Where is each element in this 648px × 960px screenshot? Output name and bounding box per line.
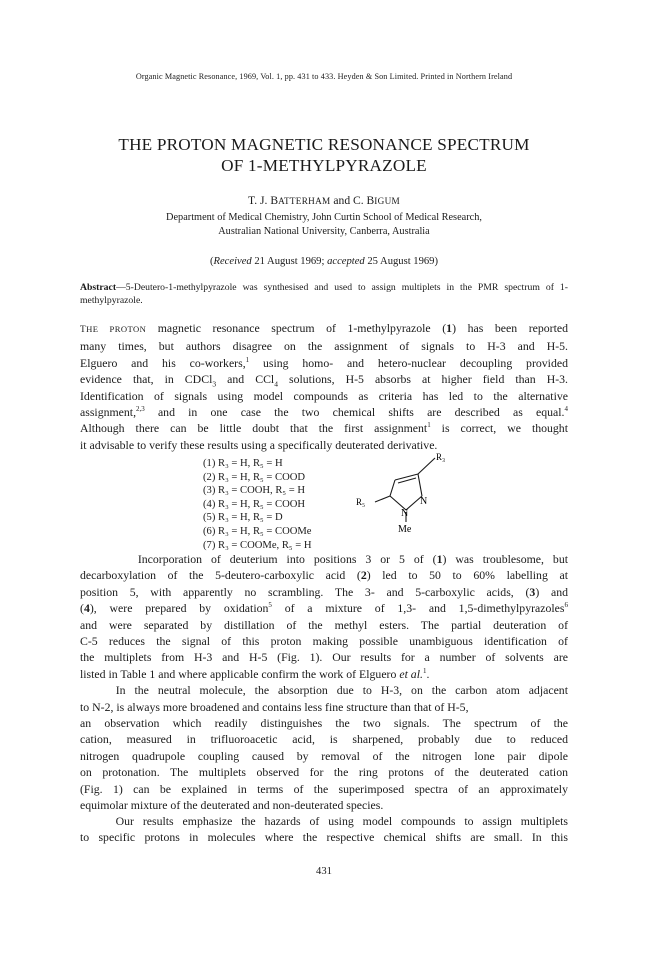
- body-line: Incorporation of deuterium into positions 3 or 5 of (1) was troublesome, but: [102, 552, 568, 566]
- body-line: THE PROTON magnetic resonance spectrum of 1-methylpyrazole (1) has been reported: [80, 321, 568, 335]
- page-number: 431: [316, 866, 332, 877]
- compound-entry: (5) R₃ = H, R₅ = D: [203, 512, 283, 524]
- body-line: Identification of signals using model compounds as criteria has led to the alternative: [80, 388, 568, 403]
- received-dates: [0, 256, 648, 267]
- body-line: (4), were prepared by oxidation$^5$ of a mixture of 1,3- and 1,5-dimethylpyrazoles$^6$: [80, 601, 569, 616]
- body-line: it advisable to verify these results using a specifically deuterated derivative.: [80, 437, 438, 452]
- n2-label: N: [420, 496, 428, 507]
- body-line: In the neutral molecule, the absorption due to H-3, on the carbon atom adjacent: [80, 683, 568, 698]
- bond: [395, 474, 418, 480]
- body-line: assignment,$^{2,3}$ and in one case the two chemical shifts are described as equal.$^4$: [80, 405, 568, 420]
- received-paren: (: [209, 256, 214, 267]
- compound-entry: (2) R₃ = H, R₅ = COOD: [203, 471, 306, 483]
- methyl-label: Me: [398, 524, 412, 535]
- bond: [418, 458, 435, 474]
- body-line: to specific protons in molecules where the respective chemical shifts are small. In this: [80, 830, 568, 845]
- compound-entry: (6) R₃ = H, R₅ = COOMe: [203, 525, 312, 537]
- affiliation: [0, 211, 648, 239]
- journal-header: Organic Magnetic Resonance, 1969, Vol. 1, pp. 431 to 433. Heyden & Son Limited. Printed in Northern Ireland: [135, 72, 513, 81]
- body-line: evidence that, in CDCl$_3$ and CCl$_4$ solutions, H-5 absorbs at higher field than H-3.: [80, 372, 568, 389]
- compound-entry: (3) R₃ = COOH, R₅ = H: [203, 485, 306, 497]
- body-line: nitrogen quadrupole coupling caused by removal of the nitrogen lone pair dipole: [80, 748, 568, 763]
- body-paragraph: [80, 320, 568, 453]
- accepted-label: accepted: [327, 256, 365, 267]
- body-paragraph: [80, 813, 568, 846]
- body-line: Although there can be little doubt that the first assignment$^1$ is correct, we thought: [80, 421, 568, 436]
- received-date: 21 August 1969;: [251, 256, 328, 267]
- compound-list: [203, 457, 312, 552]
- body-paragraph: [80, 715, 568, 813]
- bond: [390, 480, 395, 496]
- author-smallcaps: ATTERHAM: [278, 196, 331, 206]
- received-label: Received: [213, 256, 252, 267]
- abstract: [80, 281, 568, 307]
- accepted-date: 25 August 1969): [364, 256, 439, 267]
- body-line: to N-2, is always more broadened and contains less fine structure than that of H-5,: [80, 699, 469, 714]
- bond: [418, 474, 422, 496]
- title-line: OF 1-METHYLPYRAZOLE: [221, 156, 427, 175]
- title-line: THE PROTON MAGNETIC RESONANCE SPECTRUM: [118, 135, 530, 154]
- body-line: decarboxylation of the 5-deutero-carboxylic acid (2) led to 50 to 60% labelling at: [80, 568, 568, 583]
- body-line: the multiplets from H-3 and H-5 (Fig. 1). Our results for a number of solvents are: [80, 650, 568, 665]
- author-text: and C. B: [330, 194, 375, 207]
- body-line: cation, measured in trifluoroacetic acid, is sharpened, probably due to reduced: [80, 732, 568, 747]
- body-line: equimolar mixture of the deuterated and non-deuterated species.: [80, 798, 384, 813]
- body-line: on protonation. The multiplets observed for the ring protons of the deuterated cation: [80, 765, 568, 780]
- body-line: Our results emphasize the hazards of using model compounds to assign multiplets: [80, 814, 568, 828]
- n1-label: N: [401, 508, 409, 519]
- body-line: many times, but authors disagree on the assignment of signals to H-3 and H-5.: [80, 339, 568, 354]
- abstract-label: Abstract: [80, 282, 117, 293]
- body-line: (Fig. 1) can be explained in terms of the superimposed spectra of an approximately: [80, 781, 568, 796]
- paper-title: [0, 134, 648, 176]
- author-text: T. J. B: [248, 194, 279, 207]
- affiliation-line: Department of Medical Chemistry, John Curtin School of Medical Research,: [166, 212, 482, 223]
- body-line: C-5 reduces the signal of this proton making possible unambiguous identification of: [80, 634, 568, 649]
- compound-entry: (4) R₃ = H, R₅ = COOH: [203, 498, 306, 510]
- body-line: listed in Table 1 and where applicable confirm the work of Elguero et al.$^1$.: [80, 666, 430, 681]
- r3-label: R₃: [436, 452, 446, 462]
- body-line: an observation which readily distinguishes the two signals. The spectrum of the: [80, 716, 568, 730]
- author-smallcaps: IGUM: [374, 196, 400, 206]
- body-line: Elguero and his co-workers,$^1$ using homo- and hetero-nuclear decoupling provided: [80, 355, 568, 370]
- body-line: position 5, with apparently no scrambling. The 3- and 5-carboxylic acids, (3) and: [80, 584, 568, 599]
- body-paragraph: [80, 551, 568, 715]
- author-line: [0, 194, 648, 207]
- compound-entry: (1) R₃ = H, R₅ = H: [203, 458, 283, 469]
- affiliation-line: Australian National University, Canberra, Australia: [218, 226, 430, 237]
- compound-entry: (7) R₃ = COOMe, R₅ = H: [203, 539, 312, 551]
- r5-label: R₅: [356, 497, 366, 507]
- abstract-text: —5-Deutero-1-methylpyrazole was synthesised and used to assign multiplets in the PMR spectrum of 1-methylpyrazole.: [80, 282, 568, 306]
- pyrazole-structure: [340, 452, 480, 542]
- bond: [375, 496, 390, 502]
- body-line: and were separated by distillation of the methyl esters. The partial deuteration of: [80, 617, 568, 632]
